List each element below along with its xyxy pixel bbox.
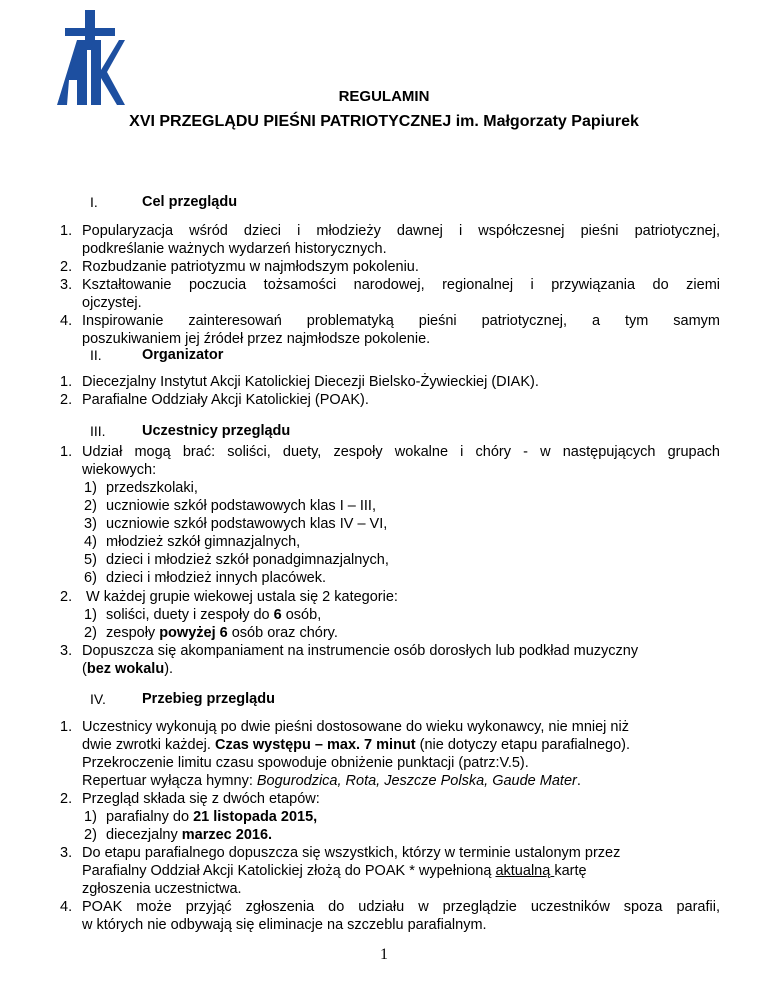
sublist <box>84 808 317 844</box>
list-item: 2. Rozbudzanie patriotyzmu w najmłodszym pokoleniu. <box>60 259 419 275</box>
section-1-title: Cel przeglądu <box>142 194 238 210</box>
list-item: 1. Diecezjalny Instytut Akcji Katolickiej Diecezji Bielsko-Żywieckiej (DIAK). <box>60 374 539 390</box>
list-item: 1) przedszkolaki, <box>84 480 198 496</box>
list-item: 4. POAK może przyjąć zgłoszenia do udziału w przeglądzie uczestników spoza parafii, w których nie odbywają się eliminacje na szczeblu parafialnym. <box>60 899 720 933</box>
section-2-title: Organizator <box>142 347 224 363</box>
section-3-number: III. <box>90 423 106 439</box>
list-item: 4) młodzież szkół gimnazjalnych, <box>84 534 301 550</box>
section-2-number: II. <box>90 347 102 363</box>
list-item: 4. Inspirowanie zainteresowań problematyką pieśni patriotycznej, a tym samym poszukiwaniem jej źródeł przez najmłodsze pokolenie. <box>60 313 720 347</box>
section-3-title: Uczestnicy przeglądu <box>142 423 291 439</box>
list-item: 2) diecezjalny marzec 2016. <box>84 827 273 843</box>
list-item: 2. W każdej grupie wiekowej ustala się 2 kategorie: <box>60 589 398 605</box>
list-item: 1) soliści, duety i zespoły do 6 osób, <box>84 607 322 623</box>
list-item: 1. Uczestnicy wykonują po dwie pieśni dostosowane do wieku wykonawcy, nie mniej niż dwie zwrotki każdej. Czas występu – max. 7 minut (nie dotyczy etapu parafialnego). Przekroczenie limitu czasu spowoduje obniżenie punktacji (patrz:V.5). Repertuar wyłącza hymny: Bogurodzica, Rota, Jeszcze Polska, Gaude Mater. <box>60 719 631 789</box>
list-item: 1. Udział mogą brać: soliści, duety, zespoły wokalne i chóry - w następujących grupach wiekowych: <box>60 444 720 478</box>
section-4-number: IV. <box>90 691 106 707</box>
list-item: 3. Kształtowanie poczucia tożsamości narodowej, regionalnej i przywiązania do ziemi ojczystej. <box>60 277 720 311</box>
sublist <box>84 606 338 642</box>
list-item: 6) dzieci i młodzież innych placówek. <box>84 570 327 586</box>
list-item: 1) parafialny do 21 listopada 2015, <box>84 809 318 825</box>
document-subtitle: XVI PRZEGLĄDU PIEŚNI PATRIOTYCZNEJ im. Małgorzaty Papiurek <box>129 113 639 130</box>
list-item: 2) zespoły powyżej 6 osób oraz chóry. <box>84 625 338 641</box>
list-item: 5) dzieci i młodzież szkół ponadgimnazjalnych, <box>84 552 389 568</box>
section-4-title: Przebieg przeglądu <box>142 691 275 707</box>
sublist <box>84 479 389 587</box>
list-item: 3) uczniowie szkół podstawowych klas IV – VI, <box>84 516 388 532</box>
list-item: 2. Przegląd składa się z dwóch etapów: <box>60 791 320 807</box>
list-item: 2. Parafialne Oddziały Akcji Katolickiej (POAK). <box>60 392 369 408</box>
page-number: 1 <box>380 946 388 963</box>
document-title: REGULAMIN <box>338 88 430 105</box>
list-item: 2) uczniowie szkół podstawowych klas I – III, <box>84 498 376 514</box>
list-item: 1. Popularyzacja wśród dzieci i młodzieży dawnej i współczesnej pieśni patriotycznej, podkreślanie ważnych wydarzeń historycznych. <box>60 223 720 257</box>
list-item: 3. Dopuszcza się akompaniament na instrumencie osób dorosłych lub podkład muzyczny (bez wokalu). <box>60 643 639 677</box>
list-item: 3. Do etapu parafialnego dopuszcza się wszystkich, którzy w terminie ustalonym przez Parafialny Oddział Akcji Katolickiej złożą do POAK * wypełnioną aktualną kartę zgłoszenia uczestnictwa. <box>60 845 621 897</box>
section-1-number: I. <box>90 194 98 210</box>
